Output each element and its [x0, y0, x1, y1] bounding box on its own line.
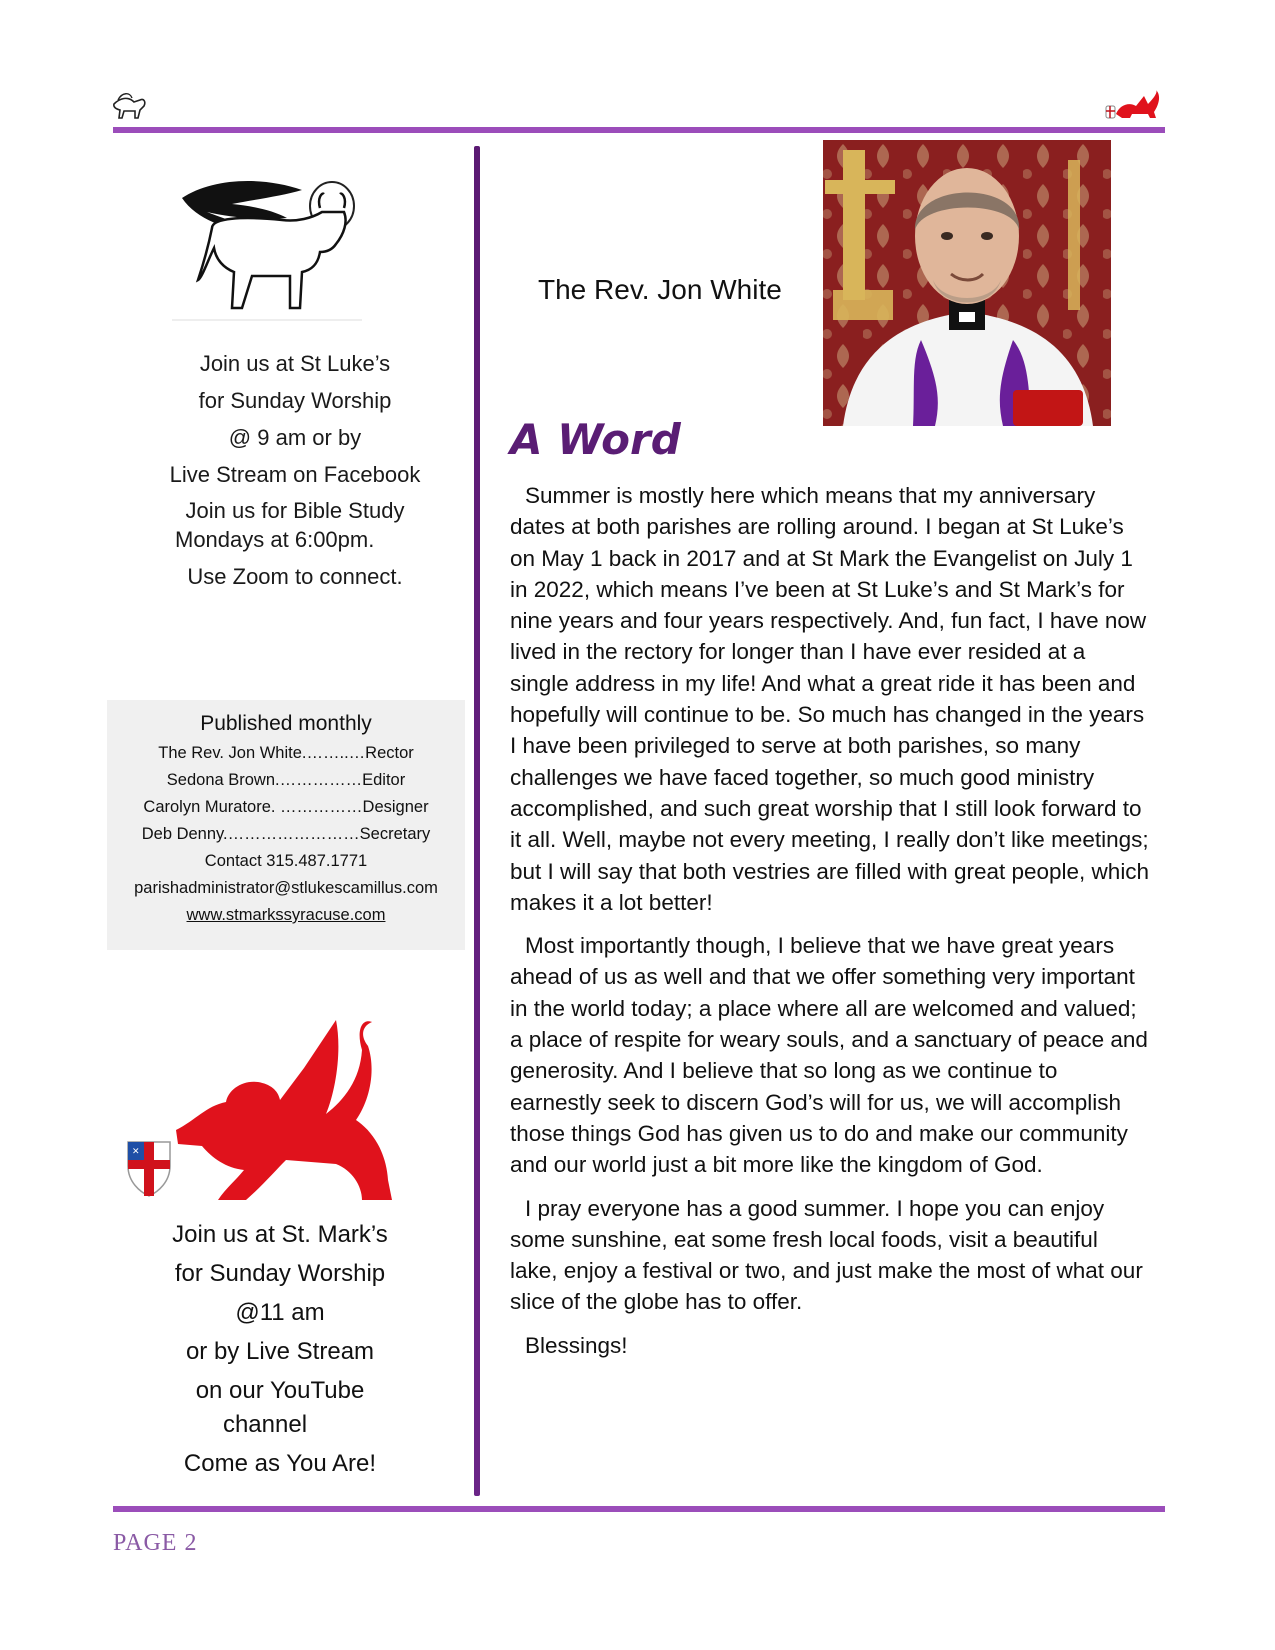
winged-lion-icon — [166, 1010, 396, 1210]
stluke-worship-info — [140, 345, 450, 595]
svg-text:✕: ✕ — [132, 1147, 140, 1157]
article-body — [510, 480, 1150, 1373]
stmark-line: on our YouTube — [195, 1377, 365, 1404]
website-link[interactable]: www.stmarkssyracuse.com — [186, 906, 386, 924]
stluke-line: Mondays at 6:00pm. — [175, 527, 375, 552]
winged-ox-small-icon — [110, 90, 150, 122]
stmark-line: @11 am — [235, 1299, 325, 1326]
masthead-title: Published monthly — [200, 712, 372, 735]
article-closing: Blessings! — [525, 1332, 628, 1358]
author-caption: The Rev. Jon White — [538, 274, 782, 305]
stluke-line: @ 9 am or by — [228, 425, 362, 450]
article-paragraph: Most importantly though, I believe that we have great years ahead of us as well and that we offer something very important in the world today; a place where all are welcomed and valued; a place of respite for weary souls, and a sanctuary of peace and generosity. And I believe that so long as we continue to earnestly seek to discern God’s will for us, we will accomplish those things God has given us to do and make our community and our world just a bit more like the kingdom of God. — [510, 933, 1148, 1178]
footer-rule — [113, 1506, 1165, 1512]
masthead-staff-secretary: Deb Denny.……………………Secretary — [141, 825, 431, 843]
stluke-line: Join us at St Luke’s — [199, 351, 391, 376]
masthead-staff-editor: Sedona Brown.……………Editor — [166, 771, 406, 789]
masthead-contact-phone: Contact 315.487.1771 — [204, 852, 368, 870]
winged-ox-icon — [172, 168, 372, 323]
stluke-line: Live Stream on Facebook — [169, 462, 421, 487]
stluke-line: Join us for Bible Study — [185, 498, 405, 523]
article-heading: A Word — [510, 415, 681, 464]
stmark-line: channel — [222, 1411, 308, 1438]
article-paragraph: Summer is mostly here which means that my anniversary dates at both parishes are rolling around. I began at St Luke’s on May 1 back in 2017 and at St Mark the Evangelist on July 1 in 2022, which means I’ve been at St Luke’s and St Mark’s for nine years and four years respectively. And, fun fact, I have now lived in the rectory for longer than I have ever resided at a single address in my life! And what a great ride it has been and hopefully will continue to be. So much has changed in the years I have been privileged to serve at both parishes, so many challenges we have faced together, so much good ministry accomplished, and such great worship that I still look forward to it all. Well, maybe not every meeting, I really don’t like meetings; but I will say that both vestries are filled with great people, which makes it a lot better! — [510, 483, 1150, 915]
author-portrait — [823, 140, 1111, 426]
masthead-box — [107, 700, 465, 950]
masthead-email-link[interactable]: parishadministrator@stlukescamillus.com — [134, 879, 438, 897]
stmark-line: Come as You Are! — [183, 1450, 377, 1477]
stmark-worship-info — [130, 1215, 430, 1483]
stmark-line: or by Live Stream — [185, 1338, 375, 1365]
header-rule — [113, 127, 1165, 133]
stmark-line: Join us at St. Mark’s — [172, 1221, 388, 1248]
article-paragraph: I pray everyone has a good summer. I hope you can enjoy some sunshine, eat some fresh local foods, visit a beautiful lake, enjoy a festival or two, and just make the most of what our slice of the globe has to offer. — [510, 1195, 1143, 1315]
stmark-line: for Sunday Worship — [174, 1260, 386, 1287]
masthead-staff-rector: The Rev. Jon White.……..…Rector — [158, 744, 414, 762]
stluke-line: for Sunday Worship — [198, 388, 392, 413]
masthead-staff-designer: Carolyn Muratore. ……………Designer — [143, 798, 429, 816]
column-divider — [474, 146, 480, 1496]
lion-shield-small-icon — [1104, 90, 1164, 122]
page-number: PAGE 2 — [113, 1530, 198, 1556]
stluke-line: Use Zoom to connect. — [187, 564, 403, 589]
